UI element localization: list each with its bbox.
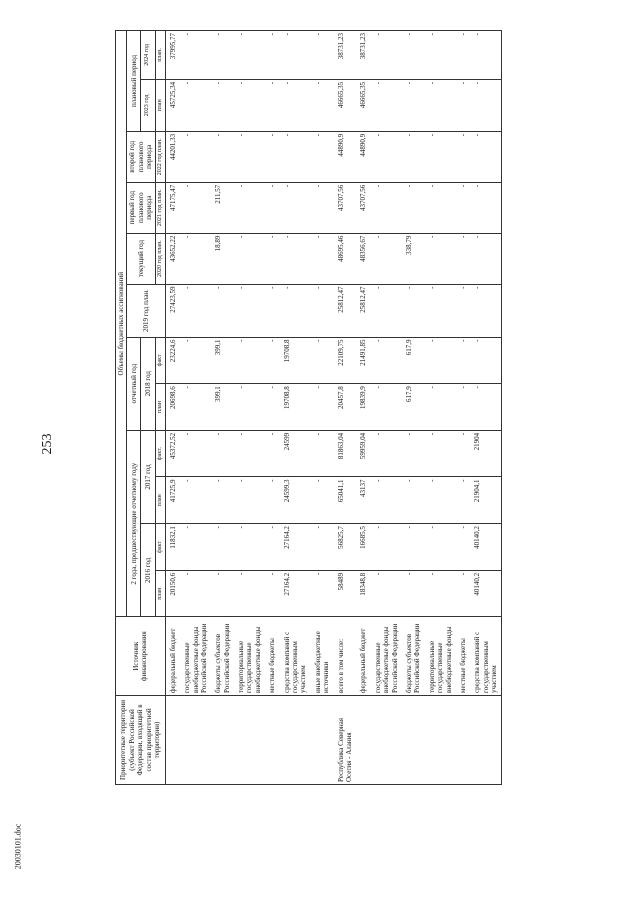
table-row [311,31,334,785]
value-cell: - [425,284,456,337]
value-cell: - [234,79,265,131]
territory-cell [234,695,265,784]
value-cell: - [311,284,334,337]
value-cell: - [371,233,402,284]
header-2016-fact: факт [155,524,165,571]
header-territory: Приоритетные территории (субъект Российской Федерации, входящий в состав приоритетной территории) [116,695,166,784]
header-2019: 2019 год план. [127,284,165,337]
table-row [265,31,279,785]
table-row [425,31,456,785]
value-cell: - [280,79,311,131]
value-cell: 65041,1 [334,477,357,524]
value-cell: - [402,31,425,80]
value-cell: - [180,182,211,233]
value-cell: - [280,131,311,182]
value-cell: - [470,79,502,131]
value-cell: - [234,233,265,284]
value-cell: - [211,284,234,337]
value-cell: - [234,524,265,571]
header-first-plan-year: первый год планового периода [127,182,155,233]
header-2016: 2016 год [141,524,155,617]
value-cell: 617,9 [402,337,425,384]
value-cell: 20457,8 [334,384,357,431]
value-cell: - [280,284,311,337]
value-cell: - [311,337,334,384]
header-2017-fact: факт. [155,430,165,477]
header-2024: 2024 год [141,31,155,80]
value-cell: - [456,182,470,233]
header-2018: 2018 год [141,337,155,430]
value-cell: - [470,284,502,337]
value-cell: 38731,23 [356,31,370,80]
value-cell: - [425,570,456,617]
value-cell: - [180,31,211,80]
value-cell: - [311,430,334,477]
value-cell: - [425,233,456,284]
value-cell: - [311,524,334,571]
value-cell: - [470,384,502,431]
value-cell: - [402,131,425,182]
value-cell: - [311,182,334,233]
footer-filename: 20030101.doc [13,823,23,870]
value-cell: 399,1 [211,337,234,384]
value-cell: - [265,524,279,571]
value-cell: 19708,8 [280,337,311,384]
value-cell: 81863,04 [334,430,357,477]
value-cell: - [470,182,502,233]
value-cell: - [456,284,470,337]
source-cell: средства компаний с государственным участием [470,617,502,695]
value-cell: - [211,524,234,571]
value-cell: 24599 [280,430,311,477]
value-cell: 37995,77 [165,31,180,80]
value-cell: - [456,430,470,477]
value-cell: - [211,430,234,477]
value-cell: - [402,477,425,524]
value-cell: - [180,570,211,617]
header-plan-period: плановый период [127,31,141,132]
value-cell: - [371,477,402,524]
value-cell: 59959,04 [356,430,370,477]
value-cell: - [280,182,311,233]
territory-cell: Республика Северная Осетия - Алания [334,695,357,784]
value-cell: - [402,79,425,131]
territory-cell [165,695,180,784]
value-cell: - [211,31,234,80]
source-cell: бюджеты субъектов Российской Федерации [211,617,234,695]
source-cell: иные внебюджетные источники [311,617,334,695]
value-cell: - [180,524,211,571]
value-cell: - [180,79,211,131]
value-cell: - [371,337,402,384]
value-cell: - [425,131,456,182]
value-cell: - [211,79,234,131]
value-cell: 21904,1 [470,477,502,524]
value-cell: 46665,35 [356,79,370,131]
value-cell: - [456,384,470,431]
value-cell: - [425,31,456,80]
table-row [456,31,470,785]
value-cell: 20698,6 [165,384,180,431]
value-cell: 47175,47 [165,182,180,233]
header-2021: 2021 год план. [155,182,165,233]
table-row [280,31,311,785]
header-2020: 2020 год план. [155,233,165,284]
value-cell: - [211,131,234,182]
value-cell: 338,79 [402,233,425,284]
value-cell: - [311,31,334,80]
source-cell: территориальные государственные внебюджетные фонды [425,617,456,695]
source-cell: всего в том числе: [334,617,357,695]
value-cell: - [402,430,425,477]
value-cell: - [234,131,265,182]
value-cell: - [265,430,279,477]
value-cell: - [234,430,265,477]
header-second-plan-year: второй год планового периода [127,131,155,182]
value-cell: - [425,524,456,571]
header-2018-fact: факт [155,337,165,384]
header-2017: 2017 год [141,430,155,523]
value-cell: 27423,59 [165,284,180,337]
value-cell: 43707,56 [356,182,370,233]
value-cell: 21904 [470,430,502,477]
value-cell: 20150,6 [165,570,180,617]
value-cell: - [402,524,425,571]
header-2017-plan: план [155,477,165,524]
value-cell: 21491,85 [356,337,370,384]
value-cell: 43652,22 [165,233,180,284]
value-cell: 25812,47 [334,284,357,337]
value-cell: - [265,284,279,337]
value-cell: - [180,233,211,284]
source-cell: бюджеты субъектов Российской Федерации [402,617,425,695]
value-cell: - [425,79,456,131]
table-row [356,31,370,785]
value-cell: - [456,570,470,617]
value-cell: - [280,31,311,80]
value-cell: - [180,477,211,524]
territory-cell [211,695,234,784]
value-cell: - [371,384,402,431]
value-cell: - [280,233,311,284]
territory-cell [265,695,279,784]
value-cell: - [180,337,211,384]
value-cell: - [265,182,279,233]
value-cell: 27164,2 [280,524,311,571]
budget-table-sheet [115,30,623,785]
table-header [116,31,166,785]
header-2023: 2023 год [141,79,155,131]
value-cell: - [371,524,402,571]
value-cell: 46665,35 [334,79,357,131]
value-cell: - [180,131,211,182]
source-cell: федеральный бюджет [165,617,180,695]
table-row [165,31,180,785]
value-cell: 211,57 [211,182,234,233]
value-cell: - [265,131,279,182]
territory-cell [356,695,370,784]
value-cell: 40140,2 [470,524,502,571]
value-cell: - [371,131,402,182]
header-2024-plan: план. [155,31,165,80]
territory-cell [311,695,334,784]
header-2023-plan: план [155,79,165,131]
territory-cell [402,695,425,784]
value-cell: - [311,79,334,131]
value-cell: - [425,337,456,384]
value-cell: - [234,31,265,80]
territory-cell [470,695,502,784]
value-cell: 41725,9 [165,477,180,524]
value-cell: - [311,131,334,182]
value-cell: 43137 [356,477,370,524]
territory-cell [456,695,470,784]
value-cell: 23224,6 [165,337,180,384]
value-cell: 22109,75 [334,337,357,384]
value-cell: 40140,2 [470,570,502,617]
value-cell: 27164,2 [280,570,311,617]
table-row [470,31,502,785]
territory-cell [371,695,402,784]
value-cell: - [371,182,402,233]
table-row [180,31,211,785]
page-number: 253 [40,433,55,455]
header-2016-plan: план [155,570,165,617]
territory-cell [425,695,456,784]
value-cell: 19839,9 [356,384,370,431]
value-cell: 58489 [334,570,357,617]
value-cell: 44201,33 [165,131,180,182]
value-cell: - [456,477,470,524]
value-cell: - [265,233,279,284]
territory-cell [280,695,311,784]
value-cell: - [470,233,502,284]
value-cell: - [311,570,334,617]
value-cell: 44890,9 [334,131,357,182]
value-cell: 43707,56 [334,182,357,233]
table-body [165,31,502,785]
value-cell: 399,1 [211,384,234,431]
value-cell: - [180,430,211,477]
value-cell: - [311,233,334,284]
value-cell: 48356,67 [356,233,370,284]
value-cell: 16685,5 [356,524,370,571]
value-cell: 25812,47 [356,284,370,337]
value-cell: - [265,31,279,80]
value-cell: - [371,430,402,477]
value-cell: 44890,9 [356,131,370,182]
value-cell: - [402,284,425,337]
value-cell: 18,89 [211,233,234,284]
value-cell: - [311,477,334,524]
table-row [234,31,265,785]
table-row [334,31,357,785]
value-cell: - [425,430,456,477]
value-cell: - [211,477,234,524]
value-cell: - [425,477,456,524]
value-cell: - [371,570,402,617]
value-cell: 617,9 [402,384,425,431]
header-volume: Объемы бюджетных ассигнований [116,31,127,617]
value-cell: - [456,79,470,131]
value-cell: - [456,131,470,182]
header-two-years: 2 года, предшествующие отчетному году [127,430,141,617]
value-cell: 24599,3 [280,477,311,524]
value-cell: 38731,23 [334,31,357,80]
value-cell: - [234,337,265,384]
budget-allocations-table [115,30,502,785]
value-cell: - [234,182,265,233]
table-row [402,31,425,785]
source-cell: территориальные государственные внебюджетные фонды [234,617,265,695]
source-cell: местные бюджеты [456,617,470,695]
value-cell: - [425,182,456,233]
value-cell: - [371,31,402,80]
value-cell: - [371,79,402,131]
value-cell: - [265,337,279,384]
value-cell: 11832,1 [165,524,180,571]
value-cell: - [180,284,211,337]
value-cell: 45725,34 [165,79,180,131]
source-cell: средства компаний с государственным участием [280,617,311,695]
header-reporting-year: отчетный год [127,337,141,430]
source-cell: федеральный бюджет [356,617,370,695]
value-cell: 48695,46 [334,233,357,284]
table-row [211,31,234,785]
header-2018-plan: план [155,384,165,431]
value-cell: - [371,284,402,337]
value-cell: - [265,384,279,431]
value-cell: 56825,7 [334,524,357,571]
table-row [371,31,402,785]
value-cell: - [402,182,425,233]
value-cell: - [456,233,470,284]
value-cell: - [311,384,334,431]
value-cell: - [265,570,279,617]
value-cell: - [234,384,265,431]
value-cell: - [456,337,470,384]
source-cell: местные бюджеты [265,617,279,695]
value-cell: - [456,524,470,571]
value-cell: - [402,570,425,617]
value-cell: 18348,8 [356,570,370,617]
value-cell: - [211,570,234,617]
header-2022: 2022 год план. [155,131,165,182]
value-cell: - [234,477,265,524]
value-cell: - [180,384,211,431]
source-cell: государственные внебюджетные фонды Российской Федерации [371,617,402,695]
header-current-year: текущий год [127,233,155,284]
value-cell: - [234,570,265,617]
value-cell: - [265,477,279,524]
value-cell: 45372,52 [165,430,180,477]
source-cell: государственные внебюджетные фонды Российской Федерации [180,617,211,695]
value-cell: - [425,384,456,431]
value-cell: - [470,31,502,80]
value-cell: - [456,31,470,80]
value-cell: - [470,131,502,182]
value-cell: 19708,8 [280,384,311,431]
value-cell: - [265,79,279,131]
value-cell: - [234,284,265,337]
territory-cell [180,695,211,784]
value-cell: - [470,337,502,384]
header-source: Источник финансирования [116,617,166,695]
